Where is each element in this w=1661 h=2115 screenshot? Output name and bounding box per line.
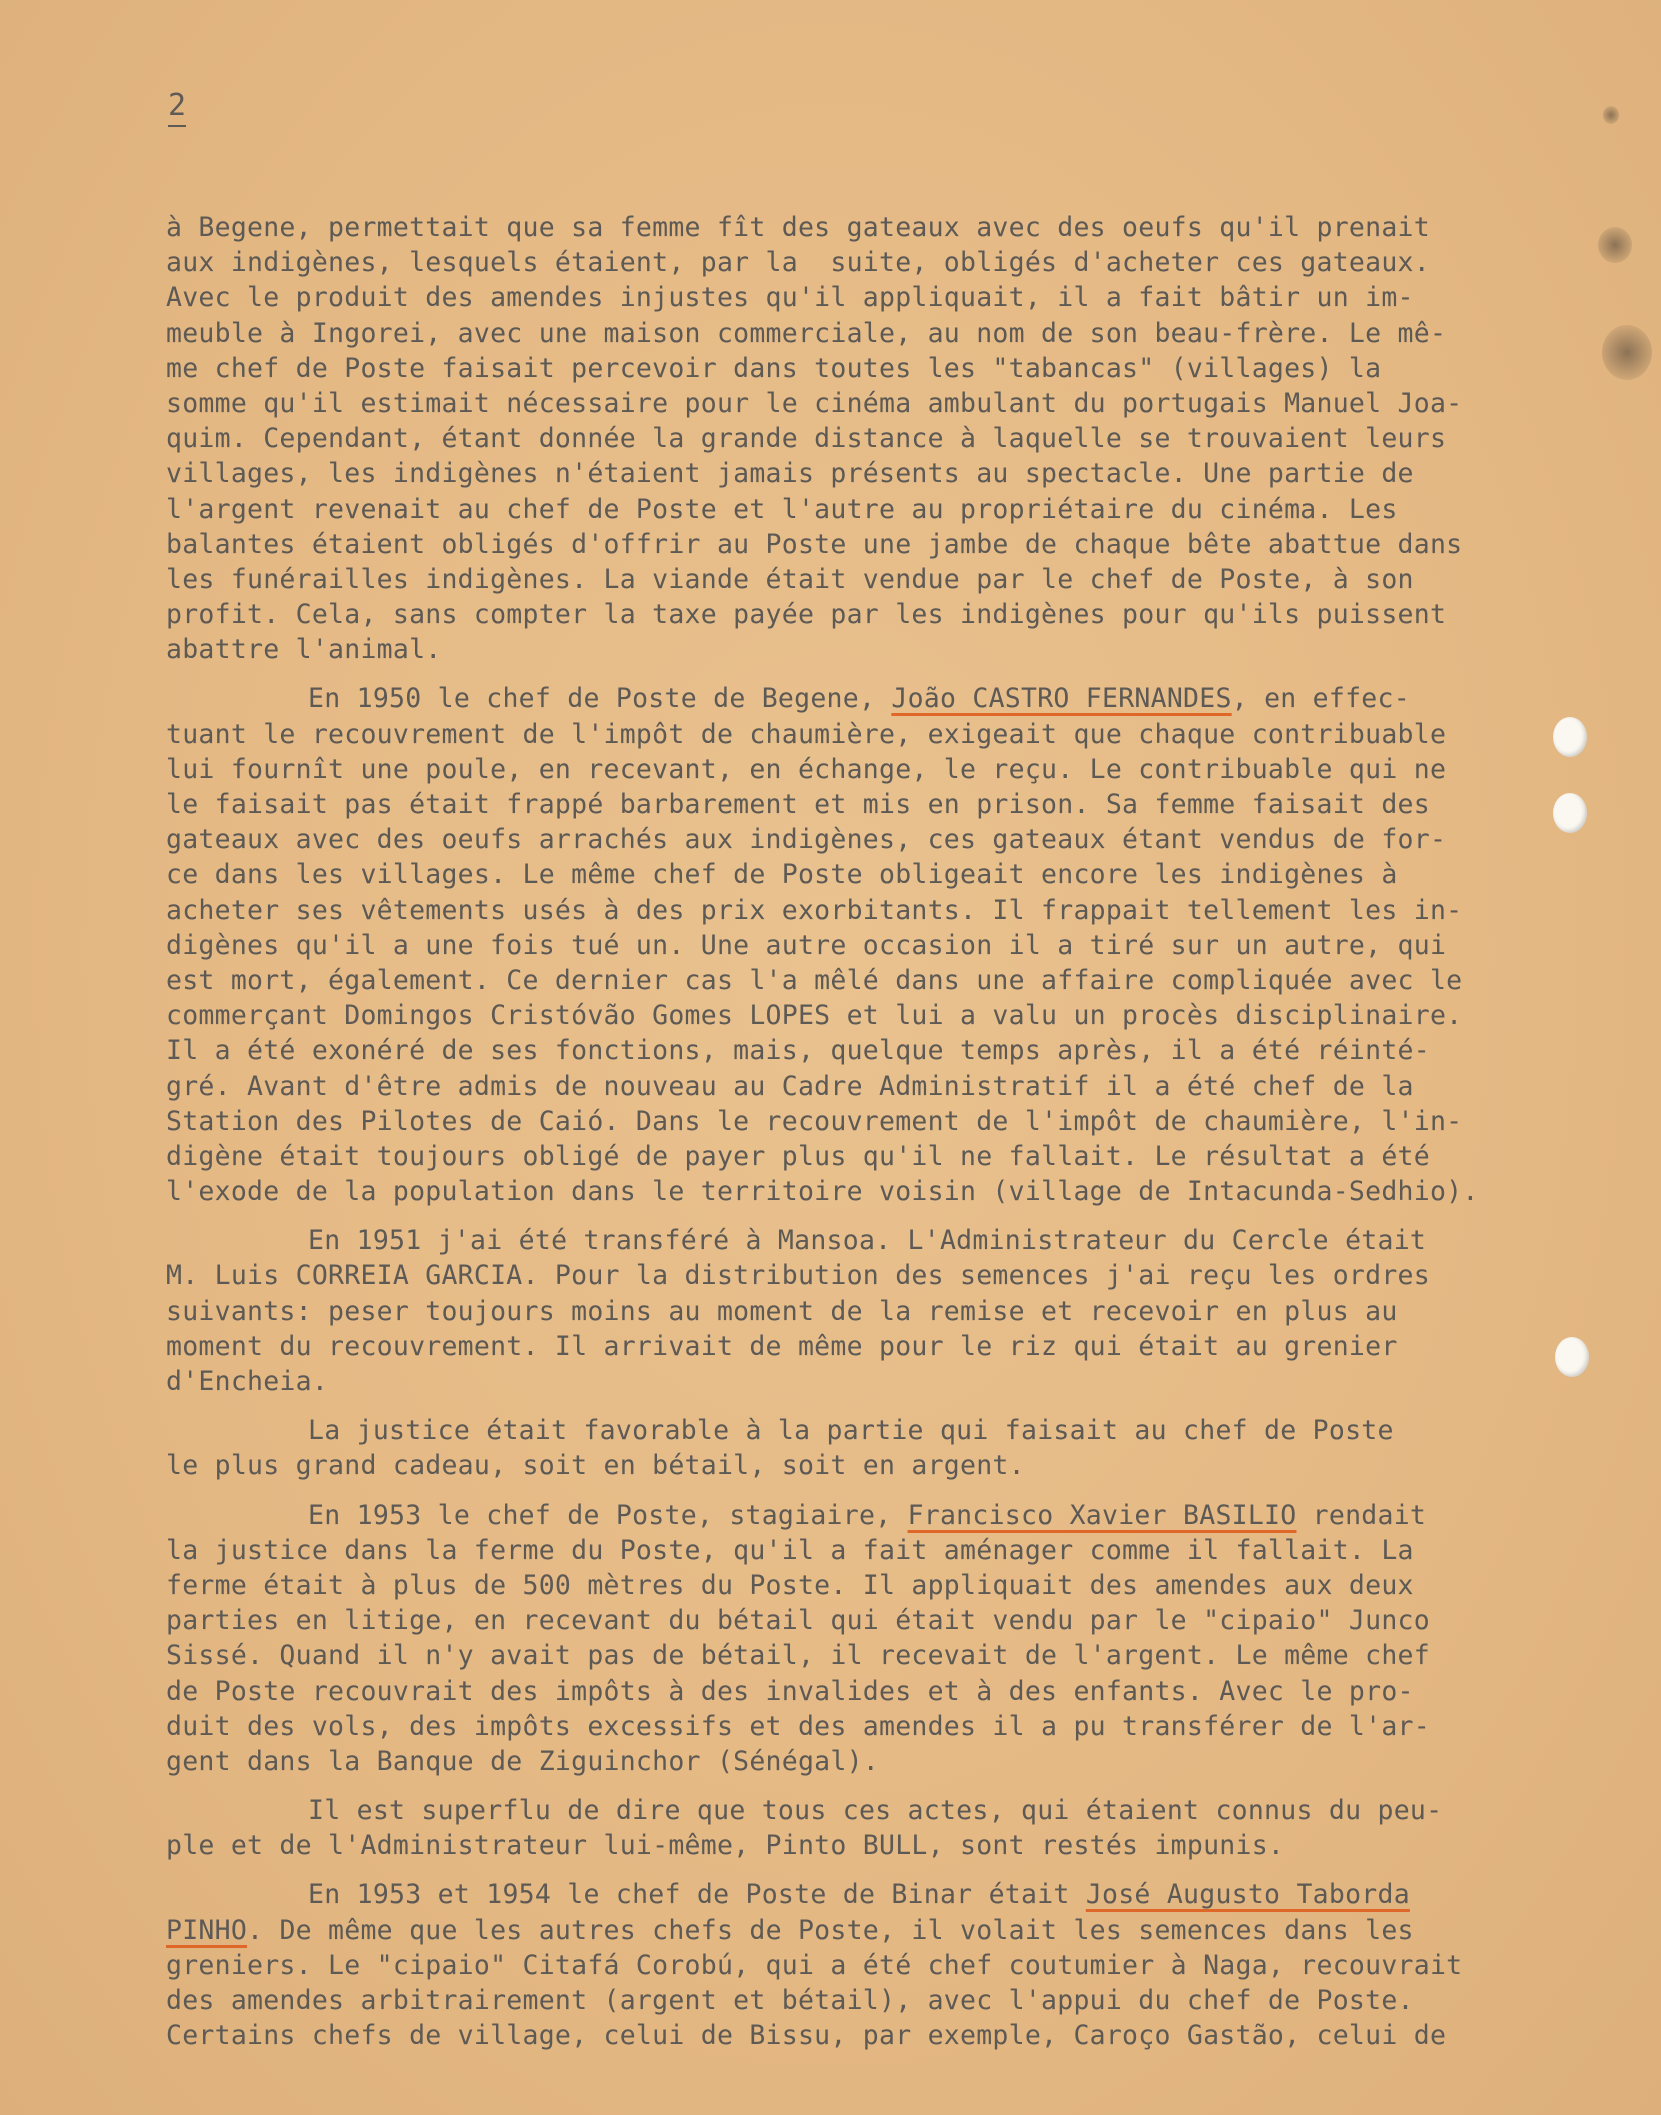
- text-line: [166, 562, 1466, 597]
- text-segment: quim. Cependant, étant donnée la grande distance à laquelle se trouvaient leurs: [166, 423, 1447, 455]
- text-line: [166, 1448, 1466, 1483]
- text-line: [166, 857, 1466, 892]
- text-segment: Station des Pilotes de Caió. Dans le recouvrement de l'impôt de chaumière, l'in-: [166, 1105, 1463, 1137]
- text-line: [166, 998, 1466, 1033]
- text-segment: commerçant Domingos Cristóvão Gomes LOPES et lui a valu un procès disciplinaire.: [166, 1000, 1463, 1032]
- text-line: [166, 1498, 1466, 1533]
- text-segment: Il est superflu de dire que tous ces actes, qui étaient connus du peu-: [308, 1795, 1443, 1827]
- text-segment: En 1951 j'ai été transféré à Mansoa. L'Administrateur du Cercle était: [308, 1225, 1427, 1257]
- text-line: [166, 893, 1466, 928]
- text-line: [166, 2018, 1466, 2053]
- text-line: [166, 1983, 1466, 2018]
- paragraph: [166, 1413, 1466, 1483]
- text-line: [166, 1329, 1466, 1364]
- text-segment: ferme était à plus de 500 mètres du Poste. Il appliquait des amendes aux deux: [166, 1569, 1414, 1601]
- text-line: [166, 1139, 1466, 1174]
- text-segment: La justice était favorable à la partie qui faisait au chef de Poste: [308, 1415, 1394, 1447]
- text-segment: gré. Avant d'être admis de nouveau au Cadre Administratif il a été chef de la: [166, 1070, 1414, 1102]
- text-segment: meuble à Ingorei, avec une maison commerciale, au nom de son beau-frère. Le mê-: [166, 317, 1447, 349]
- text-segment: parties en litige, en recevant du bétail qui était vendu par le "cipaio" Junco: [166, 1605, 1430, 1637]
- text-line: [166, 1223, 1466, 1258]
- underlined-name: João CASTRO FERNANDES: [891, 683, 1232, 715]
- ink-stain: [1602, 325, 1652, 380]
- text-line: [166, 492, 1466, 527]
- text-segment: villages, les indigènes n'étaient jamais présents au spectacle. Une partie de: [166, 458, 1414, 490]
- text-segment: aux indigènes, lesquels étaient, par la suite, obligés d'acheter ces gateaux.: [166, 247, 1430, 279]
- text-segment: M. Luis CORREIA GARCIA. Pour la distribution des semences j'ai reçu les ordres: [166, 1260, 1430, 1292]
- text-segment: duit des vols, des impôts excessifs et des amendes il a pu transférer de l'ar-: [166, 1710, 1430, 1742]
- text-line: [166, 963, 1466, 998]
- text-line: [166, 456, 1466, 491]
- text-segment: acheter ses vêtements usés à des prix exorbitants. Il frappait tellement les in-: [166, 894, 1463, 926]
- text-segment: gent dans la Banque de Ziguinchor (Sénégal).: [166, 1745, 879, 1777]
- text-segment: En 1953 et 1954 le chef de Poste de Binar était: [308, 1879, 1086, 1911]
- text-segment: rendait: [1296, 1499, 1427, 1531]
- text-line: [166, 210, 1466, 245]
- paragraph: [166, 1223, 1466, 1399]
- paragraph-gap: [166, 1779, 1466, 1793]
- text-segment: l'argent revenait au chef de Poste et l'autre au propriétaire du cinéma. Les: [166, 493, 1398, 525]
- text-line: [166, 1793, 1466, 1828]
- text-segment: suivants: peser toujours moins au moment de la remise et recevoir en plus au: [166, 1295, 1398, 1327]
- text-line: [166, 1948, 1466, 1983]
- text-line: [166, 1744, 1466, 1779]
- text-line: [166, 1174, 1479, 1209]
- text-line: [166, 1674, 1466, 1709]
- text-line: [166, 1828, 1466, 1863]
- punch-hole: [1555, 1337, 1589, 1377]
- text-segment: . De même que les autres chefs de Poste, il volait les semences dans les: [247, 1914, 1414, 1946]
- text-line: [166, 1877, 1466, 1912]
- underlined-name: Francisco Xavier BASILIO: [907, 1499, 1297, 1531]
- text-segment: abattre l'animal.: [166, 634, 442, 666]
- text-line: [166, 1258, 1466, 1293]
- text-segment: l'exode de la population dans le territoire voisin (village de Intacunda-Sedhio).: [166, 1176, 1479, 1208]
- text-line: [166, 1033, 1466, 1068]
- text-segment: digène était toujours obligé de payer plus qu'il ne fallait. Le résultat a été: [166, 1140, 1430, 1172]
- text-segment: En 1953 le chef de Poste, stagiaire,: [308, 1499, 908, 1531]
- text-segment: balantes étaient obligés d'offrir au Poste une jambe de chaque bête abattue dans: [166, 528, 1463, 560]
- text-segment: la justice dans la ferme du Poste, qu'il a fait aménager comme il fallait. La: [166, 1534, 1414, 1566]
- paragraph-gap: [166, 667, 1466, 681]
- text-line: [166, 717, 1466, 752]
- text-segment: profit. Cela, sans compter la taxe payée par les indigènes pour qu'ils puissent: [166, 599, 1447, 631]
- text-segment: Il a été exonéré de ses fonctions, mais, quelque temps après, il a été réinté-: [166, 1035, 1430, 1067]
- paragraph: [166, 1498, 1466, 1780]
- text-segment: gateaux avec des oeufs arrachés aux indigènes, ces gateaux étant vendus de for-: [166, 824, 1447, 856]
- punch-hole: [1553, 793, 1587, 833]
- text-segment: le plus grand cadeau, soit en bétail, soit en argent.: [166, 1450, 1025, 1482]
- text-line: [166, 1638, 1466, 1673]
- text-line: [166, 316, 1466, 351]
- text-segment: ple et de l'Administrateur lui-même, Pinto BULL, sont restés impunis.: [166, 1830, 1285, 1862]
- text-segment: de Poste recouvrait des impôts à des invalides et à des enfants. Avec le pro-: [166, 1675, 1414, 1707]
- text-segment: somme qu'il estimait nécessaire pour le cinéma ambulant du portugais Manuel Joa-: [166, 387, 1463, 419]
- page-number: 2: [168, 88, 186, 127]
- paragraph: [166, 681, 1479, 1209]
- text-line: [166, 1913, 1466, 1948]
- text-segment: des amendes arbitrairement (argent et bétail), avec l'appui du chef de Poste.: [166, 1985, 1414, 2016]
- text-line: [166, 1533, 1466, 1568]
- ink-stain: [1598, 227, 1632, 263]
- text-line: [166, 928, 1466, 963]
- paragraph: [166, 1877, 1466, 2053]
- text-line: [166, 1603, 1466, 1638]
- text-segment: Certains chefs de village, celui de Bissu, par exemple, Caroço Gastão, celui de: [166, 2020, 1447, 2052]
- paragraph-gap: [166, 1399, 1466, 1413]
- text-segment: lui fournît une poule, en recevant, en échange, le reçu. Le contribuable qui ne: [166, 753, 1447, 785]
- text-line: [166, 1568, 1466, 1603]
- text-segment: le faisait pas était frappé barbarement et mis en prison. Sa femme faisait des: [166, 789, 1430, 820]
- text-segment: digènes qu'il a une fois tué un. Une autre occasion il a tiré sur un autre, qui: [166, 929, 1447, 961]
- paragraph-gap: [166, 1484, 1466, 1498]
- paragraph: [166, 1793, 1466, 1863]
- text-segment: , en effec-: [1231, 683, 1410, 715]
- text-line: [166, 681, 1466, 716]
- text-segment: Sissé. Quand il n'y avait pas de bétail, il recevait de l'argent. Le même chef: [166, 1640, 1430, 1672]
- text-segment: me chef de Poste faisait percevoir dans toutes les "tabancas" (villages) la: [166, 352, 1382, 384]
- text-segment: tuant le recouvrement de l'impôt de chaumière, exigeait que chaque contribuable: [166, 718, 1447, 750]
- text-line: [166, 632, 1466, 667]
- text-line: [166, 752, 1466, 787]
- text-segment: greniers. Le "cipaio" Citafá Corobú, qui a été chef coutumier à Naga, recouvrait: [166, 1949, 1463, 1981]
- text-line: [166, 527, 1466, 562]
- text-segment: est mort, également. Ce dernier cas l'a mêlé dans une affaire compliquée avec le: [166, 964, 1463, 996]
- text-line: [166, 1294, 1466, 1329]
- text-segment: les funérailles indigènes. La viande était vendue par le chef de Poste, à son: [166, 563, 1414, 595]
- text-segment: ce dans les villages. Le même chef de Poste obligeait encore les indigènes à: [166, 859, 1398, 891]
- text-line: [166, 280, 1466, 315]
- text-line: [166, 1069, 1466, 1104]
- text-segment: En 1950 le chef de Poste de Begene,: [308, 683, 892, 715]
- text-line: [166, 1413, 1466, 1448]
- text-segment: à Begene, permettait que sa femme fît des gateaux avec des oeufs qu'il prenait: [166, 212, 1430, 243]
- text-segment: Avec le produit des amendes injustes qu'il appliquait, il a fait bâtir un im-: [166, 282, 1414, 314]
- text-line: [166, 822, 1466, 857]
- text-line: [166, 1104, 1466, 1139]
- text-line: [166, 597, 1466, 632]
- text-segment: moment du recouvrement. Il arrivait de même pour le riz qui était au grenier: [166, 1330, 1398, 1362]
- text-segment: d'Encheia.: [166, 1366, 329, 1397]
- body-text: [166, 210, 1479, 2053]
- text-line: [166, 386, 1466, 421]
- paragraph-gap: [166, 1863, 1466, 1877]
- text-line: [166, 351, 1466, 386]
- paragraph: [166, 210, 1466, 667]
- underlined-name: José Augusto Taborda: [1085, 1879, 1410, 1911]
- ink-stain: [1603, 106, 1619, 124]
- paragraph-gap: [166, 1209, 1466, 1223]
- text-line: [166, 787, 1466, 822]
- text-line: [166, 1709, 1466, 1744]
- text-line: [166, 245, 1466, 280]
- punch-hole: [1553, 717, 1587, 757]
- text-line: [166, 1364, 1466, 1399]
- text-line: [166, 421, 1466, 456]
- underlined-name: PINHO: [166, 1914, 248, 1946]
